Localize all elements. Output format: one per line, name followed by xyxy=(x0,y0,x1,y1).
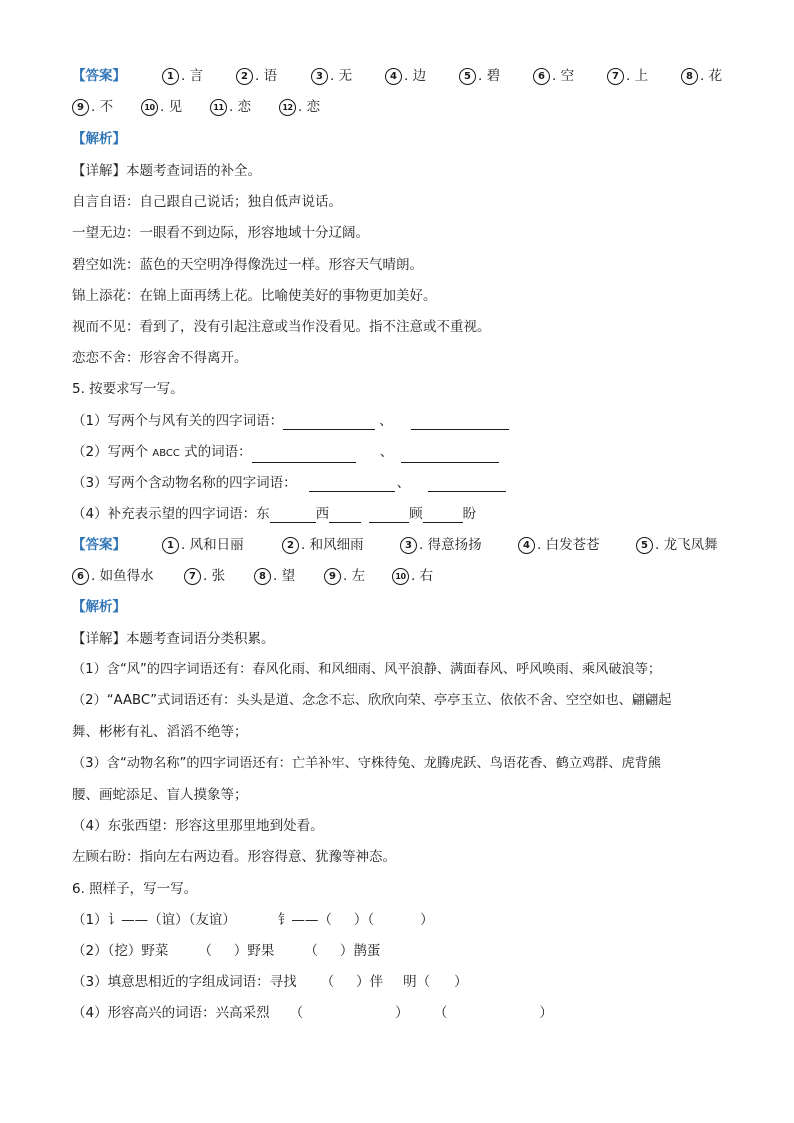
q6-part-4: （4）形容高兴的词语：兴高采烈 （ ） （ ） xyxy=(72,1005,553,1021)
answer-item: 5 . 龙飞凤舞 xyxy=(636,536,718,554)
answer-item: 7 . 张 xyxy=(184,567,225,585)
question-5-title: 5. 按要求写一写。 xyxy=(72,381,184,397)
answer-blank[interactable] xyxy=(401,448,499,463)
analysis-label: 【解析】 xyxy=(72,131,126,147)
analysis-line: 锦上添花：在锦上面再绣上花。比喻使美好的事物更加美好。 xyxy=(72,288,437,304)
answer-item: 6 . 空 xyxy=(533,67,574,85)
answer-item: 9 . 不 xyxy=(72,98,113,116)
analysis-line: 腰、画蛇添足、盲人摸象等； xyxy=(72,787,248,803)
q5-part-2: （2）写两个 ABCC 式的词语： 、 xyxy=(72,443,499,463)
answer-item: 10 . 右 xyxy=(392,567,433,585)
answer-item: 2 . 和风细雨 xyxy=(282,536,364,554)
answer-label: 【答案】 xyxy=(72,68,126,84)
answer-blank[interactable] xyxy=(428,477,506,492)
analysis-line: （3）含“动物名称”的四字词语还有：亡羊补牢、守株待兔、龙腾虎跃、鸟语花香、鹤立鸡群、虎背熊 xyxy=(72,756,662,771)
answer-item: 1 . 言 xyxy=(162,67,203,85)
answer-item: 4 . 边 xyxy=(385,67,426,85)
analysis-line: 一望无边：一眼看不到边际，形容地域十分辽阔。 xyxy=(72,225,369,241)
answer-item: 8 . 花 xyxy=(681,67,722,85)
analysis-line: 舞、彬彬有礼、滔滔不绝等； xyxy=(72,724,248,740)
answer-item: 10 . 见 xyxy=(141,98,182,116)
answer-blank[interactable] xyxy=(252,448,356,463)
analysis-line: 视而不见：看到了，没有引起注意或当作没看见。指不注意或不重视。 xyxy=(72,319,491,335)
answer-item: 7 . 上 xyxy=(607,67,648,85)
answer-blank[interactable] xyxy=(270,508,316,523)
answer-blank[interactable] xyxy=(329,508,361,523)
answer-blank[interactable] xyxy=(309,477,395,492)
answer-item: 6 . 如鱼得水 xyxy=(72,567,154,585)
question-6-title: 6. 照样子，写一写。 xyxy=(72,881,198,897)
answer-blank[interactable] xyxy=(369,508,409,523)
q6-part-1: （1）讠——（谊）（友谊） 钅——（ ）（ ） xyxy=(72,912,434,928)
q5-answer-row-1 xyxy=(72,536,126,554)
analysis-line: （1）含“风”的四字词语还有：春风化雨、和风细雨、风平浪静、满面春风、呼风唤雨、乘风破浪等； xyxy=(72,662,662,677)
analysis-line: 左顾右盼：指向左右两边看。形容得意、犹豫等神态。 xyxy=(72,849,396,865)
q4-answer-row-1 xyxy=(72,67,126,85)
answer-item: 12 . 恋 xyxy=(279,98,320,116)
q5-part-4: （4）补充表示望的四字词语：东 西 顾 盼 xyxy=(72,506,477,522)
answer-item: 9 . 左 xyxy=(324,567,365,585)
q6-part-3: （3）填意思相近的字组成词语：寻找 （ ）伴 明（ ） xyxy=(72,974,468,990)
q5-part-3: （3）写两个含动物名称的四字词语： 、 xyxy=(72,474,506,492)
analysis-line: （2）“AABC”式词语还有：头头是道、念念不忘、欣欣向荣、亭亭玉立、依依不舍、空空如也、翩翩起 xyxy=(72,693,672,708)
answer-item: 8 . 望 xyxy=(254,567,295,585)
answer-item: 3 . 无 xyxy=(311,67,352,85)
answer-blank[interactable] xyxy=(423,508,463,523)
analysis-line: 碧空如洗：蓝色的天空明净得像洗过一样。形容天气晴朗。 xyxy=(72,257,423,273)
q5-part-1: （1）写两个与风有关的四字词语： 、 xyxy=(72,412,509,430)
analysis-line: 恋恋不舍：形容舍不得离开。 xyxy=(72,350,248,366)
q6-part-2: （2）（挖）野菜 （ ）野果 （ ）鹊蛋 xyxy=(72,943,381,959)
analysis-line: 自言自语：自己跟自己说话；独自低声说话。 xyxy=(72,194,342,210)
answer-item: 3 . 得意扬扬 xyxy=(400,536,482,554)
answer-item: 4 . 白发苍苍 xyxy=(518,536,600,554)
answer-item: 5 . 碧 xyxy=(459,67,500,85)
answer-item: 1 . 风和日丽 xyxy=(162,536,244,554)
answer-item: 11 . 恋 xyxy=(210,98,251,116)
answer-item: 2 . 语 xyxy=(236,67,277,85)
analysis-line: 【详解】本题考查词语的补全。 xyxy=(72,163,261,179)
analysis-line: 【详解】本题考查词语分类积累。 xyxy=(72,631,275,647)
answer-blank[interactable] xyxy=(283,415,375,430)
analysis-label: 【解析】 xyxy=(72,599,126,615)
analysis-line: （4）东张西望：形容这里那里地到处看。 xyxy=(72,818,324,834)
answer-blank[interactable] xyxy=(411,415,509,430)
answer-label: 【答案】 xyxy=(72,537,126,553)
